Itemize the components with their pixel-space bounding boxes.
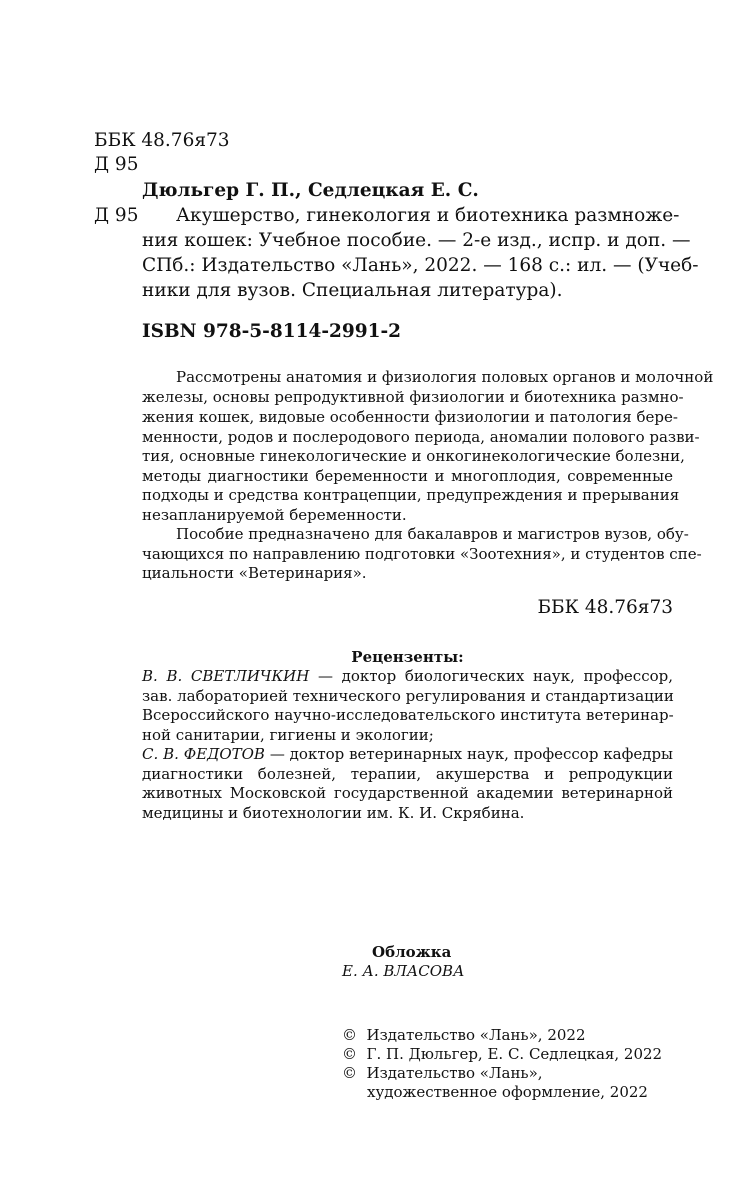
cover-title: Обложка: [372, 943, 452, 961]
annotation-line: Рассмотрены анатомия и физиология половых органов и молочной: [176, 368, 714, 386]
record-line: Акушерство, гинекология и биотехника размноже-: [176, 205, 680, 226]
copyright-line: © Г. П. Дюльгер, Е. С. Седлецкая, 2022: [342, 1045, 663, 1063]
annotation-line: незапланируемой беременности.: [142, 506, 407, 524]
authors: Дюльгер Г. П., Седлецкая Е. С.: [142, 180, 479, 201]
copyright-icon: ©: [342, 1045, 357, 1063]
reviewers-title: Рецензенты:: [351, 648, 464, 666]
annotation-line: тия, основные гинекологические и онкогинекологические болезни,: [142, 447, 685, 465]
annotation-line: жения кошек, видовые особенности физиологии и патология бере-: [142, 408, 678, 426]
annotation-line: циальности «Ветеринария».: [142, 564, 367, 582]
copyright-line: художественное оформление, 2022: [367, 1083, 648, 1101]
reviewer-line: зав. лабораторией технического регулирования и стандартизации: [142, 687, 674, 705]
annotation-line: методы диагностики беременности и многоплодия, современные: [142, 467, 673, 485]
reviewer-line: диагностики болезней, терапии, акушерства и репродукции: [142, 765, 673, 783]
annotation-line: чающихся по направлению подготовки «Зоотехния», и студентов спе-: [142, 545, 702, 563]
reviewer-line: ной санитарии, гигиены и экологии;: [142, 726, 434, 744]
record-line: ния кошек: Учебное пособие. — 2-е изд., испр. и доп. —: [142, 230, 691, 251]
isbn: ISBN 978-5-8114-2991-2: [142, 321, 402, 342]
bbk-code-right: ББК 48.76я73: [537, 597, 673, 618]
author-mark: Д 95: [94, 154, 139, 175]
copyright-icon: ©: [342, 1026, 357, 1044]
reviewer-line: Всероссийского научно-исследовательского института ветеринар-: [142, 706, 674, 724]
reviewer-line: медицины и биотехнологии им. К. И. Скрябина.: [142, 804, 525, 822]
bbk-code: ББК 48.76я73: [94, 130, 230, 151]
record-line: ники для вузов. Специальная литература).: [142, 280, 563, 301]
record-mark: Д 95: [94, 205, 139, 226]
reviewer-line: животных Московской государственной академии ветеринарной: [142, 784, 673, 802]
copyright-line: © Издательство «Лань»,: [342, 1064, 543, 1082]
copyright-line: © Издательство «Лань», 2022: [342, 1026, 586, 1044]
copyright-icon: ©: [342, 1064, 357, 1082]
reviewer-name: С. В. ФЕДОТОВ: [142, 745, 265, 763]
annotation-line: менности, родов и послеродового периода, аномалии полового разви-: [142, 428, 700, 446]
cover-artist: Е. А. ВЛАСОВА: [342, 962, 465, 980]
annotation-line: железы, основы репродуктивной физиологии и биотехника размно-: [142, 388, 684, 406]
annotation-line: подходы и средства контрацепции, предупреждения и прерывания: [142, 486, 680, 504]
reviewer-line: С. В. ФЕДОТОВ — доктор ветеринарных наук, профессор кафедры: [142, 745, 673, 763]
reviewer-line: В. В. СВЕТЛИЧКИН — доктор биологических наук, профессор,: [142, 667, 673, 685]
record-line: СПб.: Издательство «Лань», 2022. — 168 с.: ил. — (Учеб-: [142, 255, 699, 276]
reviewer-name: В. В. СВЕТЛИЧКИН: [142, 667, 310, 685]
annotation-line: Пособие предназначено для бакалавров и магистров вузов, обу-: [176, 525, 689, 543]
